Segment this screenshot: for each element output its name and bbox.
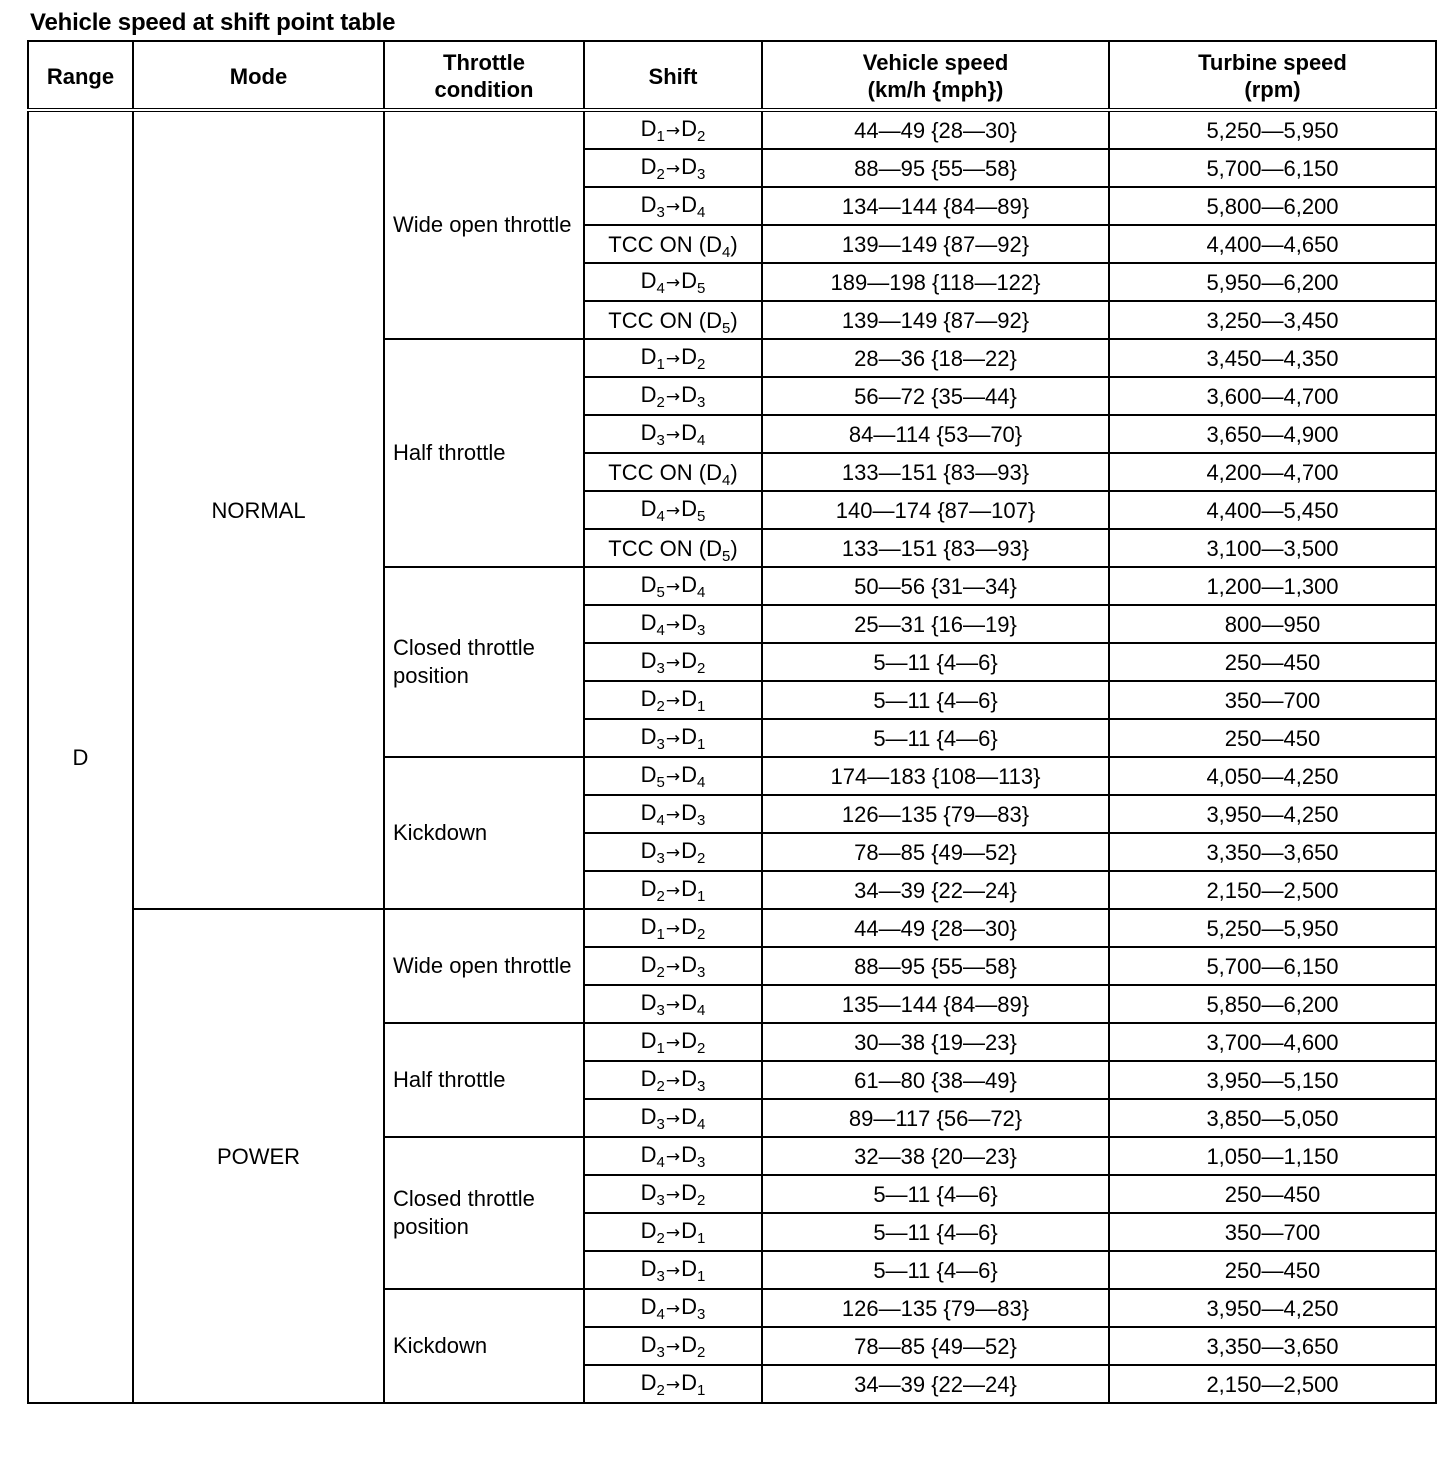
throttle-condition-cell: Kickdown (384, 1289, 584, 1403)
vehicle-speed-cell: 126—135 {79—83} (762, 1289, 1109, 1327)
vehicle-speed-cell: 30—38 {19—23} (762, 1023, 1109, 1061)
vehicle-speed-cell: 50—56 {31—34} (762, 567, 1109, 605)
header-mode: Mode (133, 41, 384, 110)
turbine-speed-cell: 3,650—4,900 (1109, 415, 1436, 453)
throttle-condition-cell: Closed throttle position (384, 567, 584, 757)
vehicle-speed-cell: 135—144 {84—89} (762, 985, 1109, 1023)
turbine-speed-cell: 3,850—5,050 (1109, 1099, 1436, 1137)
throttle-condition-cell: Kickdown (384, 757, 584, 909)
turbine-speed-cell: 1,200—1,300 (1109, 567, 1436, 605)
vehicle-speed-cell: 88—95 {55—58} (762, 947, 1109, 985)
shift-cell: $D_4\to D_3$ (584, 1289, 762, 1327)
turbine-speed-cell: 250—450 (1109, 1251, 1436, 1289)
shift-cell: $D_3\to D_1$ (584, 719, 762, 757)
table-row (28, 909, 1436, 947)
turbine-speed-cell: 5,950—6,200 (1109, 263, 1436, 301)
shift-cell: $D_1\to D_2$ (584, 110, 762, 149)
vehicle-speed-cell: 5—11 {4—6} (762, 1175, 1109, 1213)
vehicle-speed-cell: 5—11 {4—6} (762, 643, 1109, 681)
shift-cell: $D_3\to D_4$ (584, 187, 762, 225)
table-title: Vehicle speed at shift point table (30, 9, 396, 36)
shift-cell: $D_4\to D_3$ (584, 1137, 762, 1175)
vehicle-speed-cell: 32—38 {20—23} (762, 1137, 1109, 1175)
shift-cell: $D_3\to D_4$ (584, 1099, 762, 1137)
turbine-speed-cell: 5,250—5,950 (1109, 110, 1436, 149)
vehicle-speed-cell: 89—117 {56—72} (762, 1099, 1109, 1137)
turbine-speed-cell: 5,850—6,200 (1109, 985, 1436, 1023)
shift-cell: $D_3\to D_1$ (584, 1251, 762, 1289)
shift-cell: $D_5\to D_4$ (584, 567, 762, 605)
shift-cell: $D_1\to D_2$ (584, 339, 762, 377)
vehicle-speed-cell: 133—151 {83—93} (762, 529, 1109, 567)
header-throttle-condition: Throttle condition (384, 41, 584, 110)
shift-cell: $D_2\to D_1$ (584, 1213, 762, 1251)
shift-cell: $D_2\to D_3$ (584, 377, 762, 415)
vehicle-speed-cell: 78—85 {49—52} (762, 833, 1109, 871)
header-row (28, 41, 1436, 110)
shift-cell: $D_1\to D_2$ (584, 909, 762, 947)
shift-cell: $D_5\to D_4$ (584, 757, 762, 795)
turbine-speed-cell: 800—950 (1109, 605, 1436, 643)
turbine-speed-cell: 3,950—4,250 (1109, 795, 1436, 833)
vehicle-speed-cell: 34—39 {22—24} (762, 1365, 1109, 1403)
vehicle-speed-cell: 133—151 {83—93} (762, 453, 1109, 491)
mode-cell: POWER (133, 909, 384, 1403)
shift-cell: $D_1\to D_2$ (584, 1023, 762, 1061)
shift-cell: $D_2\to D_3$ (584, 1061, 762, 1099)
vehicle-speed-cell: 5—11 {4—6} (762, 681, 1109, 719)
vehicle-speed-cell: 139—149 {87—92} (762, 301, 1109, 339)
shift-cell: $D_4\to D_3$ (584, 605, 762, 643)
vehicle-speed-cell: 61—80 {38—49} (762, 1061, 1109, 1099)
shift-point-table (27, 40, 1437, 1404)
vehicle-speed-cell: 5—11 {4—6} (762, 1251, 1109, 1289)
turbine-speed-cell: 4,400—4,650 (1109, 225, 1436, 263)
turbine-speed-cell: 250—450 (1109, 719, 1436, 757)
shift-cell: $D_4\to D_5$ (584, 263, 762, 301)
throttle-condition-cell: Wide open throttle (384, 110, 584, 339)
vehicle-speed-cell: 174—183 {108—113} (762, 757, 1109, 795)
turbine-speed-cell: 2,150—2,500 (1109, 1365, 1436, 1403)
turbine-speed-cell: 1,050—1,150 (1109, 1137, 1436, 1175)
turbine-speed-cell: 2,150—2,500 (1109, 871, 1436, 909)
shift-cell: $D_3\to D_2$ (584, 1327, 762, 1365)
throttle-condition-cell: Half throttle (384, 1023, 584, 1137)
shift-cell: $D_2\to D_1$ (584, 1365, 762, 1403)
vehicle-speed-cell: 140—174 {87—107} (762, 491, 1109, 529)
vehicle-speed-cell: 84—114 {53—70} (762, 415, 1109, 453)
shift-cell: $D_3\to D_2$ (584, 833, 762, 871)
throttle-condition-cell: Half throttle (384, 339, 584, 567)
turbine-speed-cell: 250—450 (1109, 643, 1436, 681)
shift-cell: TCC ON $(D_5)$ (584, 529, 762, 567)
vehicle-speed-cell: 44—49 {28—30} (762, 110, 1109, 149)
vehicle-speed-cell: 56—72 {35—44} (762, 377, 1109, 415)
shift-cell: $D_4\to D_5$ (584, 491, 762, 529)
range-cell: D (28, 110, 133, 1403)
throttle-condition-cell: Closed throttle position (384, 1137, 584, 1289)
shift-cell: $D_3\to D_4$ (584, 415, 762, 453)
shift-cell: $D_2\to D_1$ (584, 871, 762, 909)
turbine-speed-cell: 3,600—4,700 (1109, 377, 1436, 415)
vehicle-speed-cell: 189—198 {118—122} (762, 263, 1109, 301)
table-body (28, 110, 1436, 1403)
turbine-speed-cell: 350—700 (1109, 681, 1436, 719)
header-shift: Shift (584, 41, 762, 110)
turbine-speed-cell: 5,250—5,950 (1109, 909, 1436, 947)
turbine-speed-cell: 350—700 (1109, 1213, 1436, 1251)
vehicle-speed-cell: 78—85 {49—52} (762, 1327, 1109, 1365)
turbine-speed-cell: 3,700—4,600 (1109, 1023, 1436, 1061)
vehicle-speed-cell: 28—36 {18—22} (762, 339, 1109, 377)
turbine-speed-cell: 3,350—3,650 (1109, 833, 1436, 871)
table-row (28, 110, 1436, 149)
turbine-speed-cell: 5,700—6,150 (1109, 149, 1436, 187)
turbine-speed-cell: 4,400—5,450 (1109, 491, 1436, 529)
shift-cell: $D_3\to D_2$ (584, 1175, 762, 1213)
turbine-speed-cell: 3,950—5,150 (1109, 1061, 1436, 1099)
shift-cell: $D_2\to D_3$ (584, 947, 762, 985)
turbine-speed-cell: 3,250—3,450 (1109, 301, 1436, 339)
turbine-speed-cell: 4,200—4,700 (1109, 453, 1436, 491)
vehicle-speed-cell: 44—49 {28—30} (762, 909, 1109, 947)
vehicle-speed-cell: 134—144 {84—89} (762, 187, 1109, 225)
vehicle-speed-cell: 126—135 {79—83} (762, 795, 1109, 833)
turbine-speed-cell: 3,100—3,500 (1109, 529, 1436, 567)
turbine-speed-cell: 3,450—4,350 (1109, 339, 1436, 377)
shift-cell: TCC ON $(D_4)$ (584, 453, 762, 491)
vehicle-speed-cell: 25—31 {16—19} (762, 605, 1109, 643)
vehicle-speed-cell: 139—149 {87—92} (762, 225, 1109, 263)
shift-cell: $D_2\to D_3$ (584, 149, 762, 187)
turbine-speed-cell: 3,350—3,650 (1109, 1327, 1436, 1365)
turbine-speed-cell: 250—450 (1109, 1175, 1436, 1213)
turbine-speed-cell: 5,700—6,150 (1109, 947, 1436, 985)
vehicle-speed-cell: 34—39 {22—24} (762, 871, 1109, 909)
vehicle-speed-cell: 5—11 {4—6} (762, 1213, 1109, 1251)
mode-cell: NORMAL (133, 110, 384, 909)
throttle-condition-cell: Wide open throttle (384, 909, 584, 1023)
shift-cell: $D_2\to D_1$ (584, 681, 762, 719)
turbine-speed-cell: 4,050—4,250 (1109, 757, 1436, 795)
shift-cell: TCC ON $(D_4)$ (584, 225, 762, 263)
vehicle-speed-cell: 88—95 {55—58} (762, 149, 1109, 187)
vehicle-speed-cell: 5—11 {4—6} (762, 719, 1109, 757)
shift-cell: TCC ON $(D_5)$ (584, 301, 762, 339)
shift-cell: $D_3\to D_4$ (584, 985, 762, 1023)
shift-cell: $D_4\to D_3$ (584, 795, 762, 833)
turbine-speed-cell: 3,950—4,250 (1109, 1289, 1436, 1327)
shift-cell: $D_3\to D_2$ (584, 643, 762, 681)
header-turbine-speed: Turbine speed (rpm) (1109, 41, 1436, 110)
turbine-speed-cell: 5,800—6,200 (1109, 187, 1436, 225)
header-range: Range (28, 41, 133, 110)
header-vehicle-speed: Vehicle speed (km/h {mph}) (762, 41, 1109, 110)
